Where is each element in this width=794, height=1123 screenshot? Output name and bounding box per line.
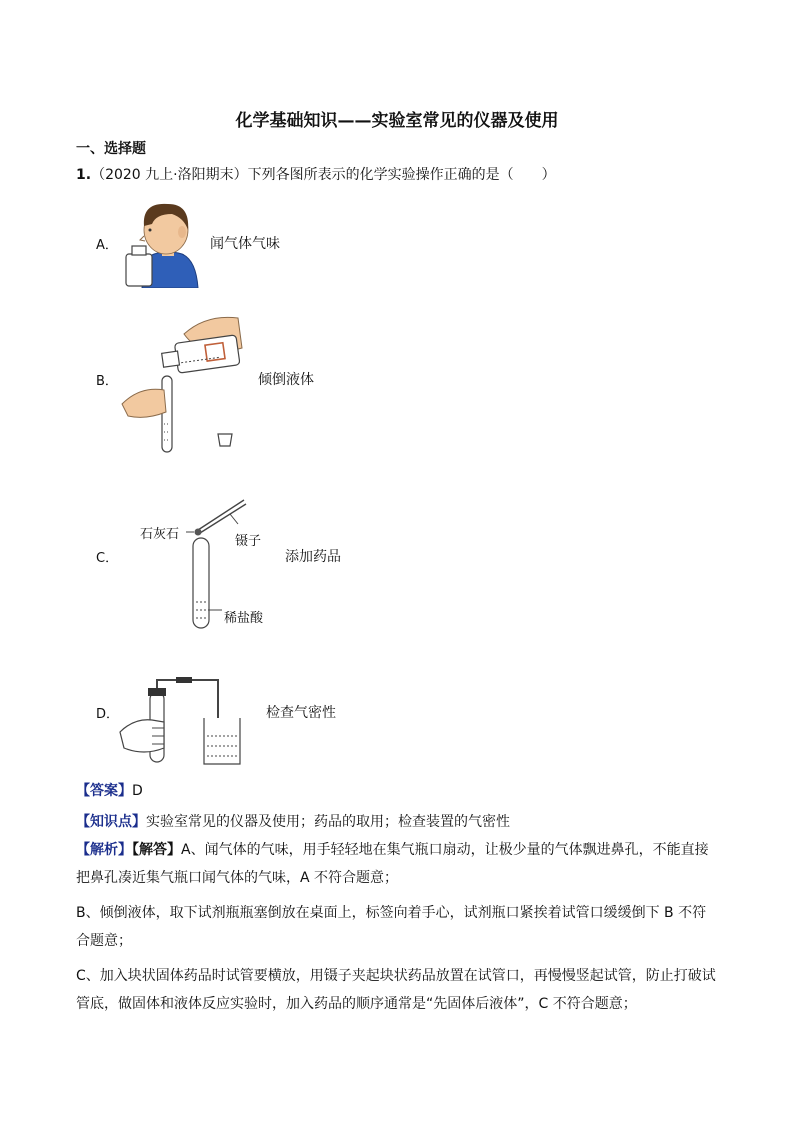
- option-a-caption: 闻气体气味: [210, 236, 280, 252]
- label-limestone: 石灰石: [140, 527, 180, 542]
- question-text: 下列各图所表示的化学实验操作正确的是（ ）: [247, 167, 556, 183]
- analysis-subtag: 【解答】: [132, 842, 181, 858]
- smell-gas-figure: [122, 196, 202, 288]
- option-b-letter: B．: [96, 374, 118, 389]
- analysis-para-b: [76, 899, 716, 955]
- section-heading: 一、选择题: [76, 141, 146, 157]
- answer-line: [76, 780, 143, 800]
- analysis-para-c: [76, 962, 716, 1018]
- knowledge-line: [76, 811, 510, 831]
- option-c-letter: C．: [96, 551, 119, 566]
- option-c-caption: 添加药品: [285, 549, 341, 565]
- option-d-letter: D．: [96, 707, 120, 722]
- airtightness-figure: [118, 674, 246, 768]
- pour-liquid-figure: [120, 308, 250, 458]
- option-b-caption: 倾倒液体: [258, 372, 314, 388]
- option-d-caption: 检查气密性: [266, 705, 336, 721]
- answer-tag: 【答案】: [76, 783, 132, 799]
- label-tweezers: 镊子: [235, 534, 262, 549]
- analysis-tag: 【解析】: [76, 842, 132, 858]
- knowledge-tag: 【知识点】: [76, 814, 146, 830]
- question-stem: 1.（2020 九上·洛阳期末）下列各图所表示的化学实验操作正确的是（ ）: [76, 167, 556, 183]
- analysis-a-text: A、闻气体的气味，用手轻轻地在集气瓶口扇动，让极少量的气体飘进鼻孔，不能直接把鼻孔凑近集气瓶口闻气体的气味，A 不符合题意；: [76, 842, 709, 886]
- analysis-c-text: C、加入块状固体药品时试管要横放，用镊子夹起块状药品放置在试管口，再慢慢竖起试管，防止打破试管底，做固体和液体反应实验时，加入药品的顺序通常是“先固体后液体”，C 不符合题意；: [76, 968, 716, 1012]
- question-number: 1: [76, 167, 86, 183]
- analysis-para-a: [76, 836, 716, 892]
- label-dilute-hcl: 稀盐酸: [224, 611, 264, 626]
- answer-value: D: [132, 783, 143, 799]
- knowledge-value: 实验室常见的仪器及使用；药品的取用；检查装置的气密性: [146, 814, 510, 830]
- page-title: 化学基础知识——实验室常见的仪器及使用: [235, 111, 559, 131]
- question-source: （2020 九上·洛阳期末）: [91, 167, 248, 183]
- analysis-b-text: B、倾倒液体，取下试剂瓶瓶塞倒放在桌面上，标签向着手心，试剂瓶口紧挨着试管口缓缓倒下 B 不符合题意；: [76, 905, 707, 949]
- option-a-letter: A．: [96, 238, 118, 253]
